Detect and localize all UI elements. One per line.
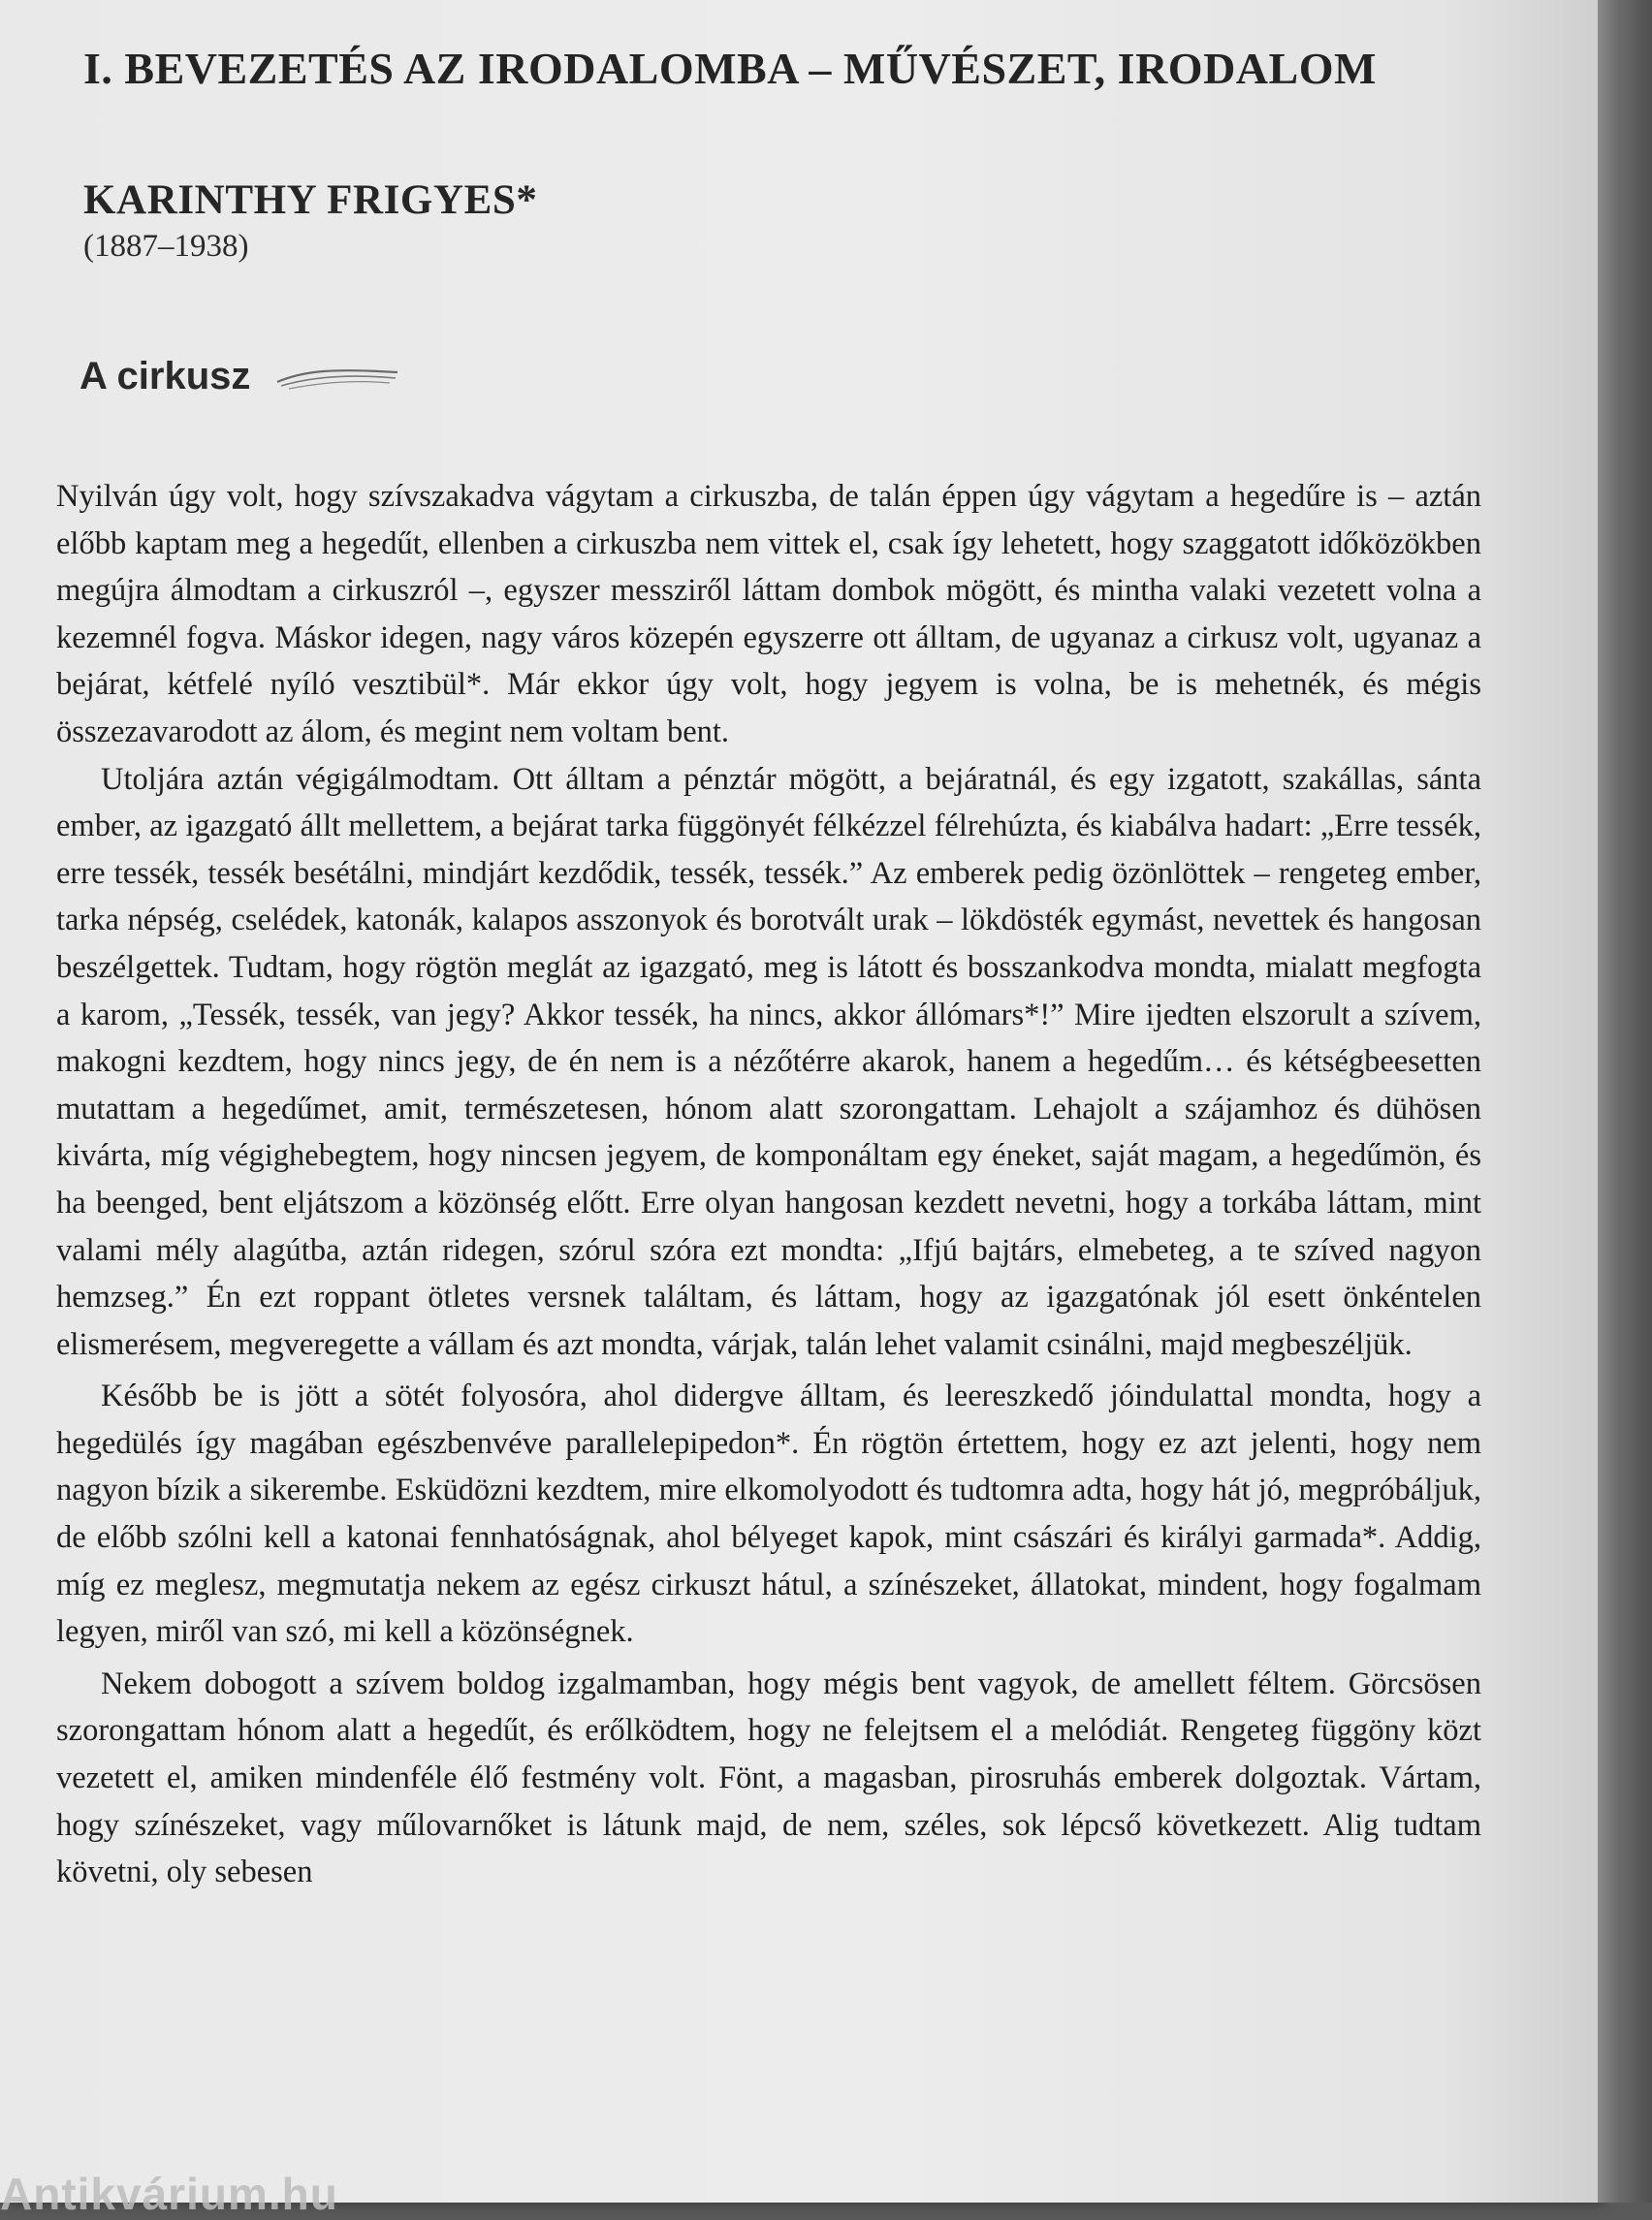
chapter-heading: I. BEVEZETÉS AZ IRODALOMBA – MŰVÉSZET, IRODALOM [83,44,1377,93]
watermark: Antikvárium.hu [0,2169,338,2219]
story-text [56,473,1481,1896]
author-dates: (1887–1938) [83,229,249,264]
work-title: A cirkusz [79,355,251,397]
paragraph-2: Utoljára aztán végigálmodtam. Ott álltam a pénztár mögött, a bejáratnál, és egy izgatott, szakállas, sánta ember, az igazgató állt mellettem, a bejárat tarka függönyét félkézzel félrehúzta, és kiabálva hadart: „Erre tessék, erre tessék, tessék besétálni, mindjárt kezdődik, tessék, tessék.” Az emberek pedig özönlöttek – rengeteg ember, tarka népség, cselédek, katonák, kalapos asszonyok és borotvált urak – lökdösték egymást, nevettek és hangosan beszélgettek. Tudtam, hogy rögtön meglát az igazgató, meg is látott és bosszankodva mondta, mialatt megfogta a karom, „Tessék, tessék, van jegy? Akkor tessék, ha nincs, akkor állómars*!” Mire ijedten elszorult a szívem, makogni kezdtem, hogy nincs jegy, de én nem is a nézőtérre akarok, hanem a hegedűm… és kétségbeesetten mutattam a hegedűmet, amit, természetesen, hónom alatt szorongattam. Lehajolt a szájamhoz és dühösen kivárta, míg végighebegtem, hogy nincsen jegyem, de komponáltam egy éneket, saját magam, a hegedűmön, és ha beenged, bent eljátszom a közönség előtt. Erre olyan hangosan kezdett nevetni, hogy a torkába láttam, mint valami mély alagútba, aztán ridegen, szórul szóra ezt mondta: „Ifjú bajtárs, elmebeteg, a te szíved nagyon hemzseg.” Én ezt roppant ötletes versnek találtam, és láttam, hogy az igazgatónak jól esett önkéntelen elismerésem, megveregette a vállam és azt mondta, várjak, talán lehet valamit csinálni, majd megbeszéljük. [56,761,1481,1362]
page-edge-shadow [1598,0,1652,2203]
paragraph-1: Nyilván úgy volt, hogy szívszakadva vágytam a cirkuszba, de talán éppen úgy vágytam a hegedűre is – aztán előbb kaptam meg a hegedűt, ellenben a cirkuszba nem vittek el, csak így lehetett, hogy szaggatott időközökben megújra álmodtam a cirkuszról –, egyszer messziről láttam dombok mögött, és mintha valaki vezetett volna a kezemnél fogva. Máskor idegen, nagy város közepén egyszerre ott álltam, de ugyanaz a cirkusz volt, ugyanaz a bejárat, kétfelé nyíló vesztibül*. Már ekkor úgy volt, hogy jegyem is volna, be is mehetnék, és mégis összezavarodott az álom, és megint nem voltam bent. [56,479,1481,749]
paragraph-3: Később be is jött a sötét folyosóra, ahol didergve álltam, és leereszkedő jóindulattal mondta, hogy a hegedülés így magában egészbenvéve parallelepipedon*. Én rögtön értettem, hogy ez azt jelenti, hogy nem nagyon bízik a sikerembe. Esküdözni kezdtem, mire elkomolyodott és tudtomra adta, hogy hát jó, megpróbáljuk, de előbb szólni kell a katonai fennhatóságnak, ahol bélyeget kapok, mint császári és királyi garmada*. Addig, míg ez meglesz, megmutatja nekem az egész cirkuszt hátul, a színészeket, állatokat, mindent, hogy fogalmam legyen, miről van szó, mi kell a közönségnek. [56,1379,1481,1650]
author-name: KARINTHY FRIGYES* [83,177,538,223]
work-title-row [79,355,399,398]
swash-ornament-icon [275,363,399,392]
paragraph-4: Nekem dobogott a szívem boldog izgalmamban, hogy mégis bent vagyok, de amellett féltem. Görcsösen szorongattam hónom alatt a hegedűt, és erőlködtem, hogy ne felejtsem el a melódiát. Rengeteg függöny közt vezetett el, amiken mindenféle élő festmény volt. Fönt, a magasban, pirosruhás emberek dolgoztak. Vártam, hogy színészeket, vagy műlovarnőket is látunk majd, de nem, széles, sok lépcső következett. Alig tudtam követni, oly sebesen [56,1665,1481,1890]
